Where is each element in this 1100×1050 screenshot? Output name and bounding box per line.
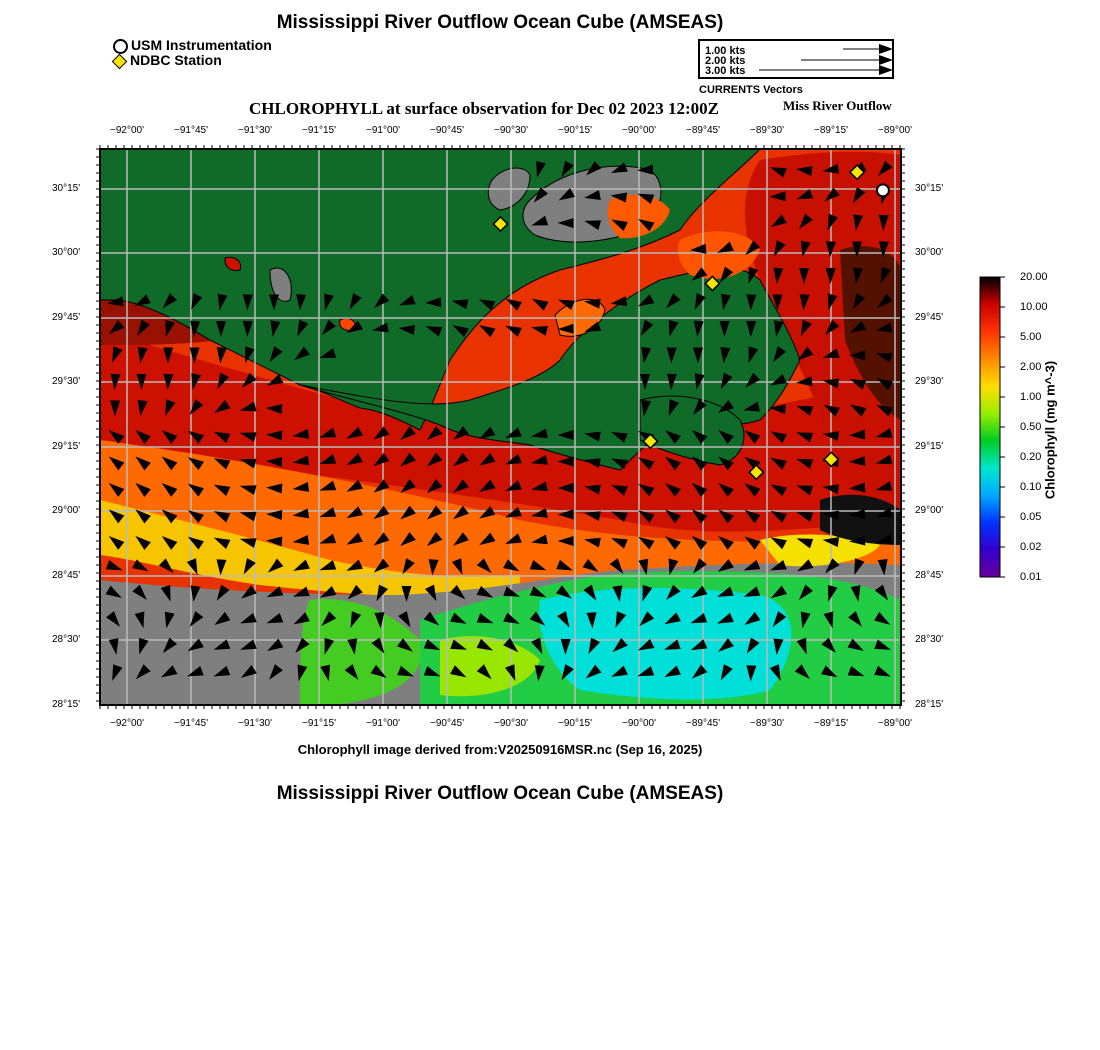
lon-tick-label-top: −90°45': [430, 125, 464, 136]
lon-tick-label-bottom: −90°45': [430, 718, 464, 729]
lon-tick-label-bottom: −92°00': [110, 718, 144, 729]
vector-scale-3: 3.00 kts: [705, 65, 746, 77]
lon-tick-label-bottom: −91°45': [174, 718, 208, 729]
colorbar-tick-label: 20.00: [1020, 271, 1048, 283]
lon-tick-label-top: −89°15': [814, 125, 848, 136]
lon-tick-label-top: −89°00': [878, 125, 912, 136]
map-subtitle: CHLOROPHYLL at surface observation for Dec 02 2023 12:00Z: [249, 99, 719, 118]
lat-tick-label-left: 29°30': [52, 376, 81, 387]
colorbar-tick-label: 5.00: [1020, 331, 1042, 343]
lon-tick-label-top: −89°30': [750, 125, 784, 136]
colorbar-tick-label: 0.10: [1020, 481, 1042, 493]
lat-tick-label-right: 30°15': [915, 183, 944, 194]
lat-tick-label-right: 28°15': [915, 699, 944, 710]
lon-tick-label-top: −90°00': [622, 125, 656, 136]
lon-tick-label-bottom: −89°00': [878, 718, 912, 729]
lon-tick-label-top: −91°30': [238, 125, 272, 136]
colorbar-tick-label: 10.00: [1020, 301, 1048, 313]
page-title: Mississippi River Outflow Ocean Cube (AMSEAS): [276, 12, 724, 33]
lat-tick-label-right: 29°15': [915, 441, 944, 452]
lon-tick-label-top: −91°45': [174, 125, 208, 136]
lon-tick-label-bottom: −91°00': [366, 718, 400, 729]
colorbar-tick-label: 0.02: [1020, 541, 1042, 553]
lon-tick-label-top: −92°00': [110, 125, 144, 136]
colorbar-tick-label: 0.01: [1020, 571, 1042, 583]
colorbar-title: Chlorophyll (mg m^-3): [1042, 360, 1058, 500]
lon-tick-label-bottom: −91°15': [302, 718, 336, 729]
colorbar-tick-label: 2.00: [1020, 361, 1042, 373]
lat-tick-label-right: 29°45': [915, 312, 944, 323]
lat-tick-label-left: 29°00': [52, 505, 81, 516]
ndbc-legend-entry: [113, 53, 222, 68]
lon-tick-label-top: −91°15': [302, 125, 336, 136]
lat-tick-label-left: 28°45': [52, 570, 81, 581]
usm-legend-label: USM Instrumentation: [131, 37, 272, 53]
lat-tick-label-left: 28°30': [52, 634, 81, 645]
lat-tick-label-right: 28°30': [915, 634, 944, 645]
lon-tick-label-top: −90°30': [494, 125, 528, 136]
lat-tick-label-left: 28°15': [52, 699, 81, 710]
colorbar-tick-label: 0.05: [1020, 511, 1042, 523]
lat-tick-label-right: 28°45': [915, 570, 944, 581]
lat-tick-label-left: 30°15': [52, 183, 81, 194]
lon-tick-label-bottom: −89°45': [686, 718, 720, 729]
vector-scale-1: 1.00 kts: [705, 45, 746, 57]
colorbar-tick-label: 1.00: [1020, 391, 1042, 403]
currents-vector-legend: [698, 39, 894, 79]
ndbc-diamond-icon: [112, 54, 128, 70]
repeat-title: Mississippi River Outflow Ocean Cube (AMSEAS): [276, 783, 724, 804]
lon-tick-label-top: −91°00': [366, 125, 400, 136]
lon-tick-label-bottom: −90°30': [494, 718, 528, 729]
usm-circle-icon: [113, 39, 128, 54]
colorbar-gradient: [980, 277, 1000, 577]
lon-tick-label-bottom: −91°30': [238, 718, 272, 729]
lat-tick-label-right: 29°30': [915, 376, 944, 387]
colorbar: [980, 277, 1005, 577]
lat-tick-label-right: 29°00': [915, 505, 944, 516]
lat-tick-label-left: 29°45': [52, 312, 81, 323]
ndbc-legend-label: NDBC Station: [130, 52, 222, 68]
lon-tick-label-bottom: −89°15': [814, 718, 848, 729]
usm-station-marker: [877, 184, 889, 196]
lon-tick-label-bottom: −90°00': [622, 718, 656, 729]
currents-vector-caption: CURRENTS Vectors: [699, 84, 803, 96]
lat-tick-label-left: 29°15': [52, 441, 81, 452]
region-label: Miss River Outflow: [783, 98, 892, 113]
colorbar-tick-label: 0.20: [1020, 451, 1042, 463]
lat-tick-label-left: 30°00': [52, 247, 81, 258]
lon-tick-label-bottom: −89°30': [750, 718, 784, 729]
image-source-note: Chlorophyll image derived from:V20250916MSR.nc (Sep 16, 2025): [297, 742, 703, 757]
lon-tick-label-top: −89°45': [686, 125, 720, 136]
lon-tick-label-top: −90°15': [558, 125, 592, 136]
vector-scale-2: 2.00 kts: [705, 55, 746, 67]
colorbar-tick-label: 0.50: [1020, 421, 1042, 433]
lat-tick-label-right: 30°00': [915, 247, 944, 258]
lon-tick-label-bottom: −90°15': [558, 718, 592, 729]
